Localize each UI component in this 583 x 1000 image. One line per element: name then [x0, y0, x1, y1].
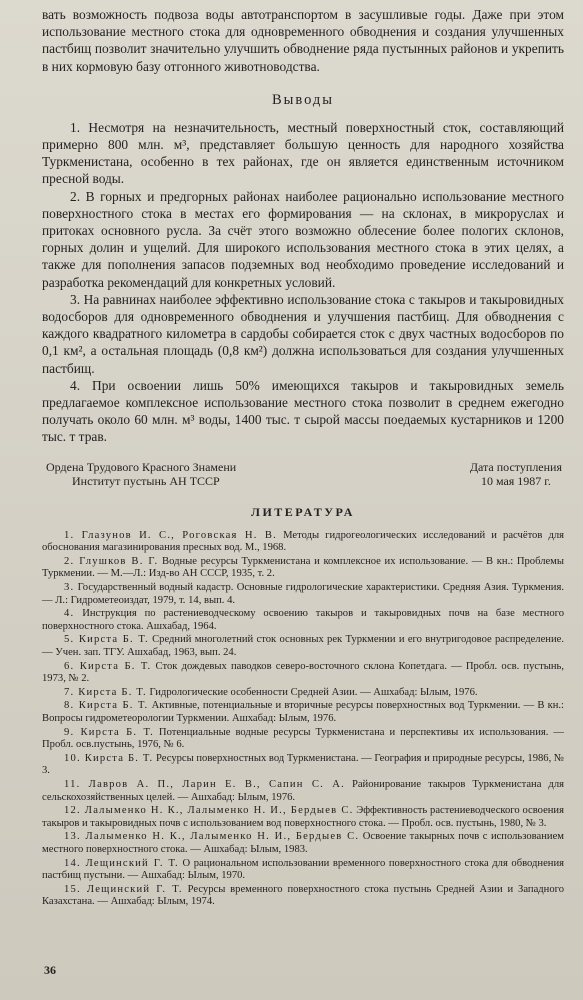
conclusion-3: 3. На равнинах наиболее эффективно использование стока с такыров и такыровидных водосборов для одновременного обводнения и улучшения пастбищ. Для обводнения с каждого квадратного километра в сардобы собирается сток с двух частных водосборов по 0,1 км², а остальная площадь (0,8 км²) должна использоваться для создания улучшенных пастбищ.: [42, 291, 564, 376]
intro-paragraph: вать возможность подвоза воды автотранспортом в засушливые годы. Даже при этом использование местного стока для одновременного обводнения и создания улучшенных пастбищ позволит значительно улучшить обводнение ряда пустынных районов и укрепить в них кормовую базу отгонного животноводства.: [42, 7, 564, 74]
page-content: [42, 6, 564, 910]
received-line-1: Дата поступления: [469, 459, 562, 474]
reference-authors: 6. Кирста Б. Т.: [64, 660, 152, 672]
reference-item: [42, 884, 564, 909]
reference-item: [42, 661, 564, 686]
literature-heading: ЛИТЕРАТУРА: [251, 504, 355, 519]
reference-item: [42, 805, 564, 830]
reference-text: Ресурсы временного поверхностного стока пустынь Средней Азии и Западного Казахстана. — Ашхабад: Ылым, 1974.: [42, 883, 565, 908]
reference-authors: 7. Кирста Б. Т.: [64, 686, 147, 698]
reference-item: [42, 582, 564, 607]
reference-text: Эффективность растениеводческого освоения такыров и такыровидных почв с использованием вод поверхностного стока. — Пробл. осв. пустынь, 1980, № 3.: [42, 805, 564, 829]
reference-authors: 10. Кирста Б. Т.: [64, 752, 154, 764]
reference-authors: 1. Глазунов И. С., Роговская Н. В.: [64, 529, 278, 541]
reference-authors: 9. Кирста Б. Т.: [64, 726, 154, 738]
reference-authors: 15. Лещинский Г. Т.: [64, 883, 183, 895]
reference-authors: 2. Глушков В. Г.: [64, 555, 159, 567]
received-date: [470, 460, 564, 489]
reference-text: Освоение такырных почв с использованием местного поверхностного стока. — Ашхабад: Ылым, 1983.: [42, 831, 564, 855]
reference-item: [42, 608, 564, 633]
reference-item: [42, 727, 564, 752]
reference-text: Инструкция по растениеводческому освоению такыров и такыровидных почв на базе местного поверхностного стока. Ашхабад, 1964.: [42, 608, 564, 632]
reference-text: Потенциальные водные ресурсы Туркменистана и перспективы их использования. — Пробл. осв.пустынь, 1976, № 6.: [42, 726, 564, 751]
reference-text: Активные, потенциальные и вторичные ресурсы поверхностных вод Туркмении. — В кн.: Вопросы гидрометеорологии Туркмении. Ашхабад: Ылым, 1976.: [42, 700, 564, 724]
reference-text: Средний многолетний сток основных рек Туркмении и его внутригодовое распределение. — Учен. зап. ТГУ. Ашхабад, 1963, вып. 24.: [42, 634, 564, 659]
reference-item: [42, 556, 564, 581]
reference-item: [42, 858, 564, 883]
affiliation: [42, 460, 236, 489]
reference-authors: 11. Лавров А. П., Ларин Е. В., Сапин С. А.: [64, 778, 345, 790]
article-footer: [42, 460, 564, 489]
conclusions-heading: Выводы: [271, 91, 335, 108]
reference-authors: 3.: [64, 582, 75, 594]
page-number: 36: [44, 963, 56, 977]
reference-text: Гидрологические особенности Средней Азии. — Ашхабад: Ылым, 1976.: [146, 686, 478, 698]
reference-text: Районирование такыров Туркменистана для сельскохозяйственных целей. — Ашхабад: Ылым, 1976.: [42, 778, 564, 803]
reference-text: О рациональном использовании временного поверхностного стока для обводнения пастбищ пустыни. — Ашхабад: Ылым, 1970.: [42, 857, 564, 882]
reference-item: [42, 687, 564, 700]
reference-item: [42, 753, 564, 778]
reference-authors: 8. Кирста Б. Т.: [64, 700, 149, 712]
conclusion-4: 4. При освоении лишь 50% имеющихся такыров и такыровидных земель предлагаемое комплексное использование местного стока позволит в среднем ежегодно получать около 60 млн. м³ воды, 1400 тыс. т сырой массы поедаемых кустарников и 1200 тыс. т трав.: [42, 377, 564, 445]
reference-authors: 4.: [64, 608, 75, 620]
reference-item: [42, 634, 564, 659]
reference-text: Водные ресурсы Туркменистана и комплексное их использование. — В кн.: Проблемы Туркмении. — М.—Л.: Изд-во АН СССР, 1935, т. 2.: [42, 555, 565, 580]
affiliation-line-1: Ордена Трудового Красного Знамени: [46, 459, 237, 474]
reference-item: [42, 530, 564, 555]
reference-item: [42, 831, 564, 856]
reference-authors: 13. Лалыменко Н. К., Лалыменко Н. И., Бердыев С.: [64, 831, 360, 843]
reference-item: [42, 700, 564, 725]
reference-authors: 14. Лещинский Г. Т.: [64, 857, 179, 869]
affiliation-line-2: Институт пустынь АН ТССР: [72, 474, 220, 489]
reference-authors: 12. Лалыменко Н. К., Лалыменко Н. И., Бердыев С.: [64, 805, 354, 817]
conclusion-2: 2. В горных и предгорных районах наиболее рационально использование местного поверхностного стока в местах его формирования — на склонах, в микроруслах и притоках основного русла. За счёт этого возможно облесение более пологих склонов, горных долин и ущелий. Для широкого использования местного стока в этих целях, а также для пополнения запасов подземных вод необходимо проведение исследований и разработка рекомендаций для конкретных условий.: [42, 188, 564, 290]
reference-text: Сток дождевых паводков северо-восточного склона Копетдага. — Пробл. осв. пустынь, 1973, № 2.: [42, 660, 564, 685]
reference-text: Государственный водный кадастр. Основные гидрологические характеристики. Средняя Азия. Туркмения. — Л.: Гидрометеоиздат, 1979, т. 14, вып. 4.: [42, 582, 564, 606]
reference-text: Ресурсы поверхностных вод Туркменистана. — География и природные ресурсы, 1986, № 3.: [42, 752, 564, 777]
reference-text: Методы гидрогеологических исследований и расчётов для обоснования магазинирования пресных вод. М., 1968.: [42, 529, 564, 554]
reference-authors: 5. Кирста Б. Т.: [64, 634, 149, 646]
conclusion-1: 1. Несмотря на незначительность, местный поверхностный сток, составляющий примерно 800 млн. м³, представляет большую ценность для народного хозяйства Туркменистана, особенно в тех районах, где он является единственным источником пресной воды.: [42, 119, 564, 187]
received-line-2: 10 мая 1987 г.: [480, 474, 551, 489]
reference-list: [42, 530, 564, 909]
reference-item: [42, 779, 564, 804]
